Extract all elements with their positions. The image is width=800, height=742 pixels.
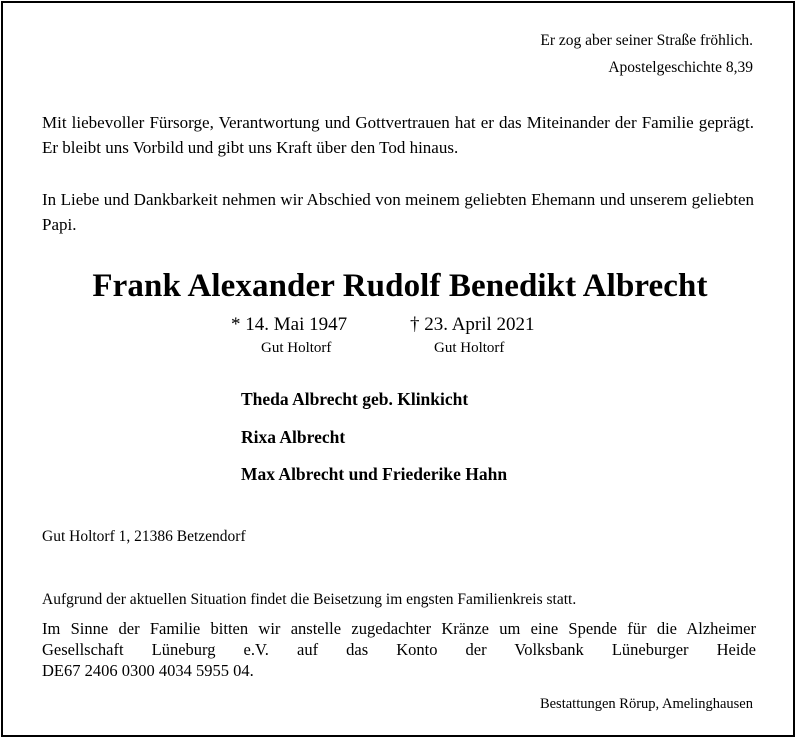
funeral-note: Aufgrund der aktuellen Situation findet die Beisetzung im engsten Familienkreis statt.	[42, 591, 577, 608]
family-address: Gut Holtorf 1, 21386 Betzendorf	[42, 528, 246, 545]
donation-line: Gesellschaft Lüneburg e.V. auf das Konto der Volksbank Lüneburger Heide	[42, 640, 756, 659]
death-date: † 23. April 2021	[410, 314, 535, 335]
donation-iban: DE67 2406 0300 4034 5955 04.	[42, 661, 254, 680]
death-place: Gut Holtorf	[434, 340, 505, 356]
birth-place: Gut Holtorf	[261, 340, 332, 356]
donation-line: Im Sinne der Familie bitten wir anstelle zugedachter Kränze um eine Spende für die Alzheimer	[42, 619, 756, 638]
undertaker: Bestattungen Rörup, Amelinghausen	[539, 696, 753, 712]
bible-quote: Er zog aber seiner Straße fröhlich.	[540, 32, 753, 49]
mourner-name: Theda Albrecht geb. Klinkicht	[241, 389, 469, 409]
intro-paragraph: Mit liebevoller Fürsorge, Verantwortung und Gottvertrauen hat er das Miteinander der Familie geprägt. Er bleibt uns Vorbild und gibt uns Kraft über den Tod hinaus.	[42, 113, 754, 157]
deceased-name: Frank Alexander Rudolf Benedikt Albrecht	[92, 268, 708, 304]
mourner-name: Rixa Albrecht	[241, 427, 346, 447]
farewell-paragraph: In Liebe und Dankbarkeit nehmen wir Abschied von meinem geliebten Ehemann und unserem geliebten Papi.	[42, 190, 754, 234]
mourner-name: Max Albrecht und Friederike Hahn	[241, 464, 508, 484]
donation-note	[42, 618, 756, 681]
birth-date: * 14. Mai 1947	[231, 314, 348, 335]
bible-quote-source: Apostelgeschichte 8,39	[608, 59, 753, 76]
